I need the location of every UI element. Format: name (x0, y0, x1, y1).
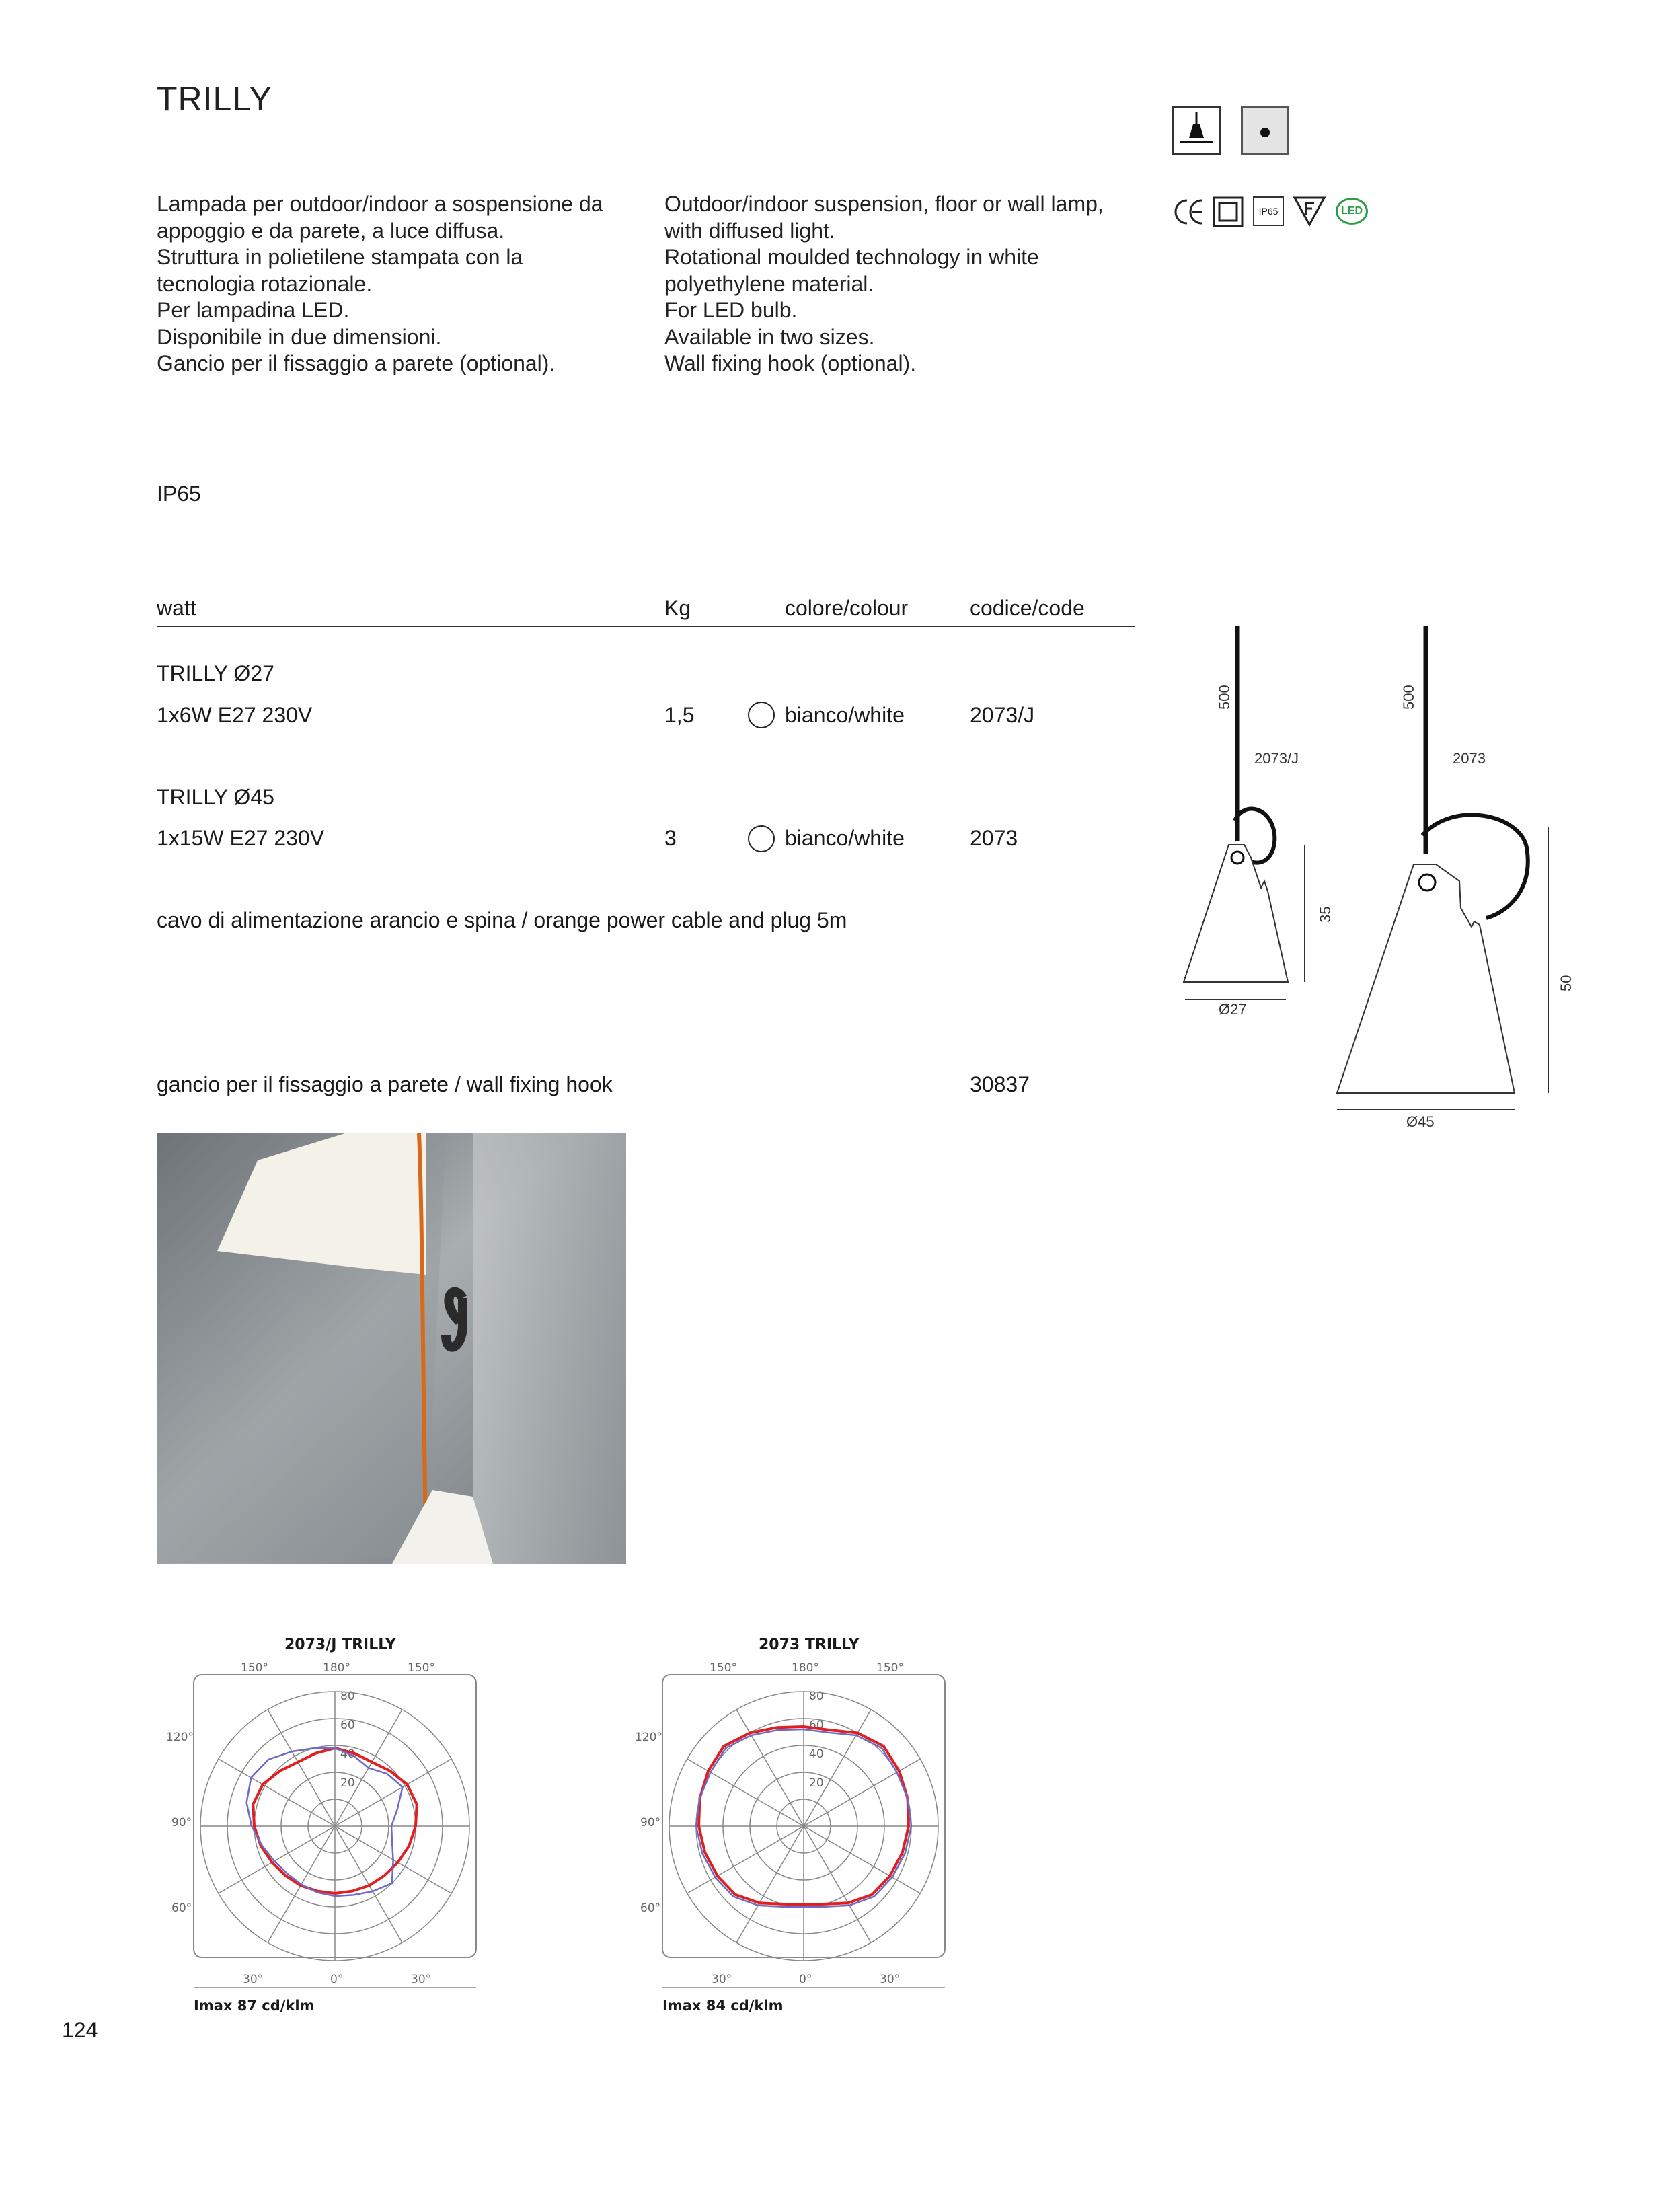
grid-spoke (219, 1826, 335, 1893)
description-line: Lampada per outdoor/indoor a sospensione da (157, 192, 603, 216)
row-code: 2073/J (970, 703, 1035, 727)
description-line: Available in two sizes. (664, 324, 875, 349)
angle-label: 120° (166, 1731, 194, 1744)
grid-spoke (687, 1759, 804, 1826)
radial-tick: 20 (809, 1776, 824, 1790)
description-line: Per lampadina LED. (157, 298, 350, 322)
grid-spoke (687, 1826, 804, 1893)
radial-tick: 80 (809, 1690, 824, 1703)
group-name: TRILLY Ø27 (157, 661, 274, 685)
imax-label: Imax 87 cd/klm (194, 1998, 315, 2014)
radial-tick: 60 (809, 1719, 824, 1732)
dimension-diameter-large: Ø45 (1406, 1113, 1435, 1130)
grid-spoke (268, 1710, 335, 1826)
polar-plot (625, 1611, 982, 2028)
radial-tick: 40 (340, 1747, 355, 1761)
product-photo (157, 1133, 626, 1564)
row-colour: bianco/white (785, 826, 905, 850)
ip65-icon (1253, 196, 1284, 226)
dimension-height-small: 35 (1317, 906, 1334, 923)
hook-label: gancio per il fissaggio a parete / wall fixing hook (157, 1072, 613, 1096)
angle-label: 30° (243, 1973, 264, 1986)
imax-label: Imax 84 cd/klm (662, 1998, 784, 2014)
grid-spoke (736, 1826, 804, 1942)
angle-label: 0° (799, 1973, 812, 1986)
angle-label: 150° (876, 1661, 904, 1675)
grid-spoke (219, 1759, 335, 1826)
angle-label: 90° (640, 1816, 661, 1829)
header-kg: Kg (664, 596, 691, 620)
row-watt: 1x6W E27 230V (157, 703, 313, 727)
ip-rating: IP65 (157, 482, 201, 506)
row-code: 2073 (970, 826, 1018, 850)
angle-label: 90° (171, 1816, 192, 1829)
description-line: For LED bulb. (664, 298, 798, 322)
polar-chart-small (157, 1611, 513, 2028)
radial-tick: 60 (340, 1719, 355, 1732)
drawing-code-small: 2073/J (1254, 750, 1299, 767)
white-swatch-icon (748, 825, 775, 852)
description-line: Rotational moulded technology in white (664, 245, 1039, 269)
polar-plot (157, 1611, 513, 2028)
angle-label: 0° (330, 1973, 344, 1986)
description-line: with diffused light. (664, 218, 835, 243)
angle-label: 30° (411, 1973, 432, 1986)
ip65-icon-label: IP65 (1258, 206, 1278, 217)
hook-code: 30837 (970, 1072, 1030, 1096)
class-ii-icon (1213, 196, 1244, 231)
grid-spoke (335, 1759, 451, 1826)
description-english (664, 191, 1104, 377)
angle-label: 150° (241, 1661, 268, 1675)
angle-label: 30° (712, 1973, 732, 1986)
dimension-cable-small: 500 (1216, 685, 1233, 710)
description-line: tecnologia rotazionale. (157, 271, 373, 296)
table-divider (157, 626, 1135, 627)
radial-tick: 40 (809, 1747, 824, 1761)
angle-label: 60° (171, 1901, 192, 1915)
led-icon-label: LED (1341, 205, 1363, 217)
drawing-code-large: 2073 (1453, 750, 1486, 767)
dimension-cable-large: 500 (1400, 685, 1417, 710)
radial-tick: 20 (340, 1776, 355, 1790)
angle-label: 150° (710, 1661, 737, 1675)
ce-mark-icon (1172, 195, 1206, 232)
angle-label: 150° (408, 1661, 435, 1675)
page-number: 124 (62, 2018, 98, 2042)
row-watt: 1x15W E27 230V (157, 826, 325, 850)
description-italian (157, 191, 603, 377)
row-kg: 3 (664, 826, 677, 850)
angle-label: 30° (880, 1973, 901, 1986)
header-colour: colore/colour (785, 596, 909, 620)
grid-spoke (804, 1826, 871, 1942)
description-line: polyethylene material. (664, 271, 874, 296)
group-name: TRILLY Ø45 (157, 785, 274, 809)
description-line: Wall fixing hook (optional). (664, 351, 917, 375)
description-line: Struttura in polietilene stampata con la (157, 245, 523, 269)
angle-label: 180° (792, 1661, 819, 1675)
white-swatch-icon (748, 702, 775, 728)
angle-label: 180° (323, 1661, 350, 1675)
page-title: TRILLY (157, 80, 272, 118)
description-line: Gancio per il fissaggio a parete (optional). (157, 351, 556, 375)
grid-spoke (804, 1826, 920, 1893)
angle-label: 60° (640, 1901, 661, 1915)
chart-title: 2073/J TRILLY (284, 1636, 396, 1653)
dimension-diameter-small: Ø27 (1219, 1001, 1247, 1018)
header-watt: watt (157, 596, 196, 620)
grid-spoke (804, 1759, 920, 1826)
header-code: codice/code (970, 596, 1085, 620)
description-line: Outdoor/indoor suspension, floor or wall lamp, (664, 192, 1104, 216)
angle-label: 120° (635, 1731, 662, 1744)
dimension-height-large: 50 (1558, 975, 1574, 991)
row-colour: bianco/white (785, 703, 905, 727)
chart-title: 2073 TRILLY (759, 1636, 860, 1653)
radial-tick: 80 (340, 1690, 355, 1703)
row-kg: 1,5 (664, 703, 695, 727)
description-line: Disponibile in due dimensioni. (157, 324, 442, 349)
wall-spot-icon (1241, 106, 1289, 155)
led-icon (1336, 198, 1368, 225)
cable-note: cavo di alimentazione arancio e spina / orange power cable and plug 5m (157, 908, 847, 932)
polar-chart-large (625, 1611, 982, 2028)
description-line: appoggio e da parete, a luce diffusa. (157, 218, 505, 243)
f-mark-icon (1293, 195, 1326, 231)
pendant-lamp-icon (1172, 106, 1221, 155)
